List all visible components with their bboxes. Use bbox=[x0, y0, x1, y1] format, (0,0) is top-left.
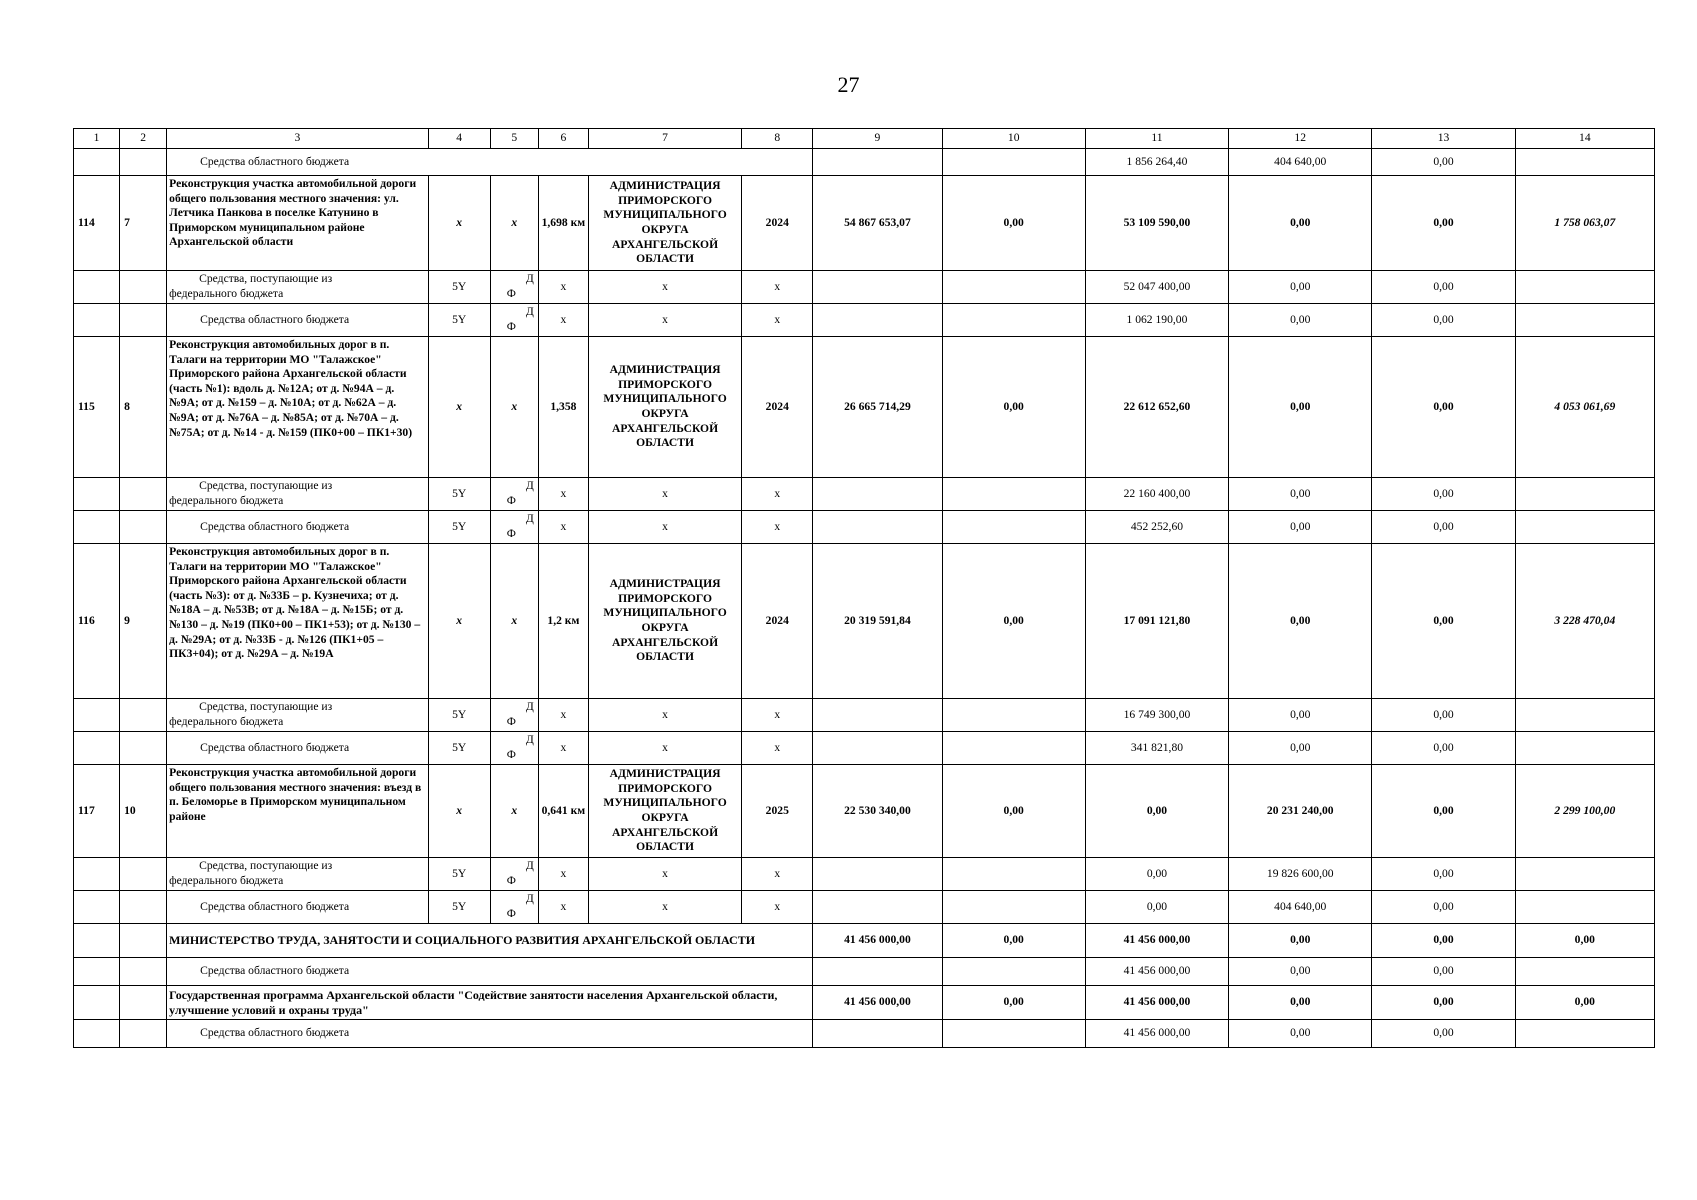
placeholder-cell: x bbox=[588, 511, 741, 544]
amount-cell: 0,00 bbox=[1372, 986, 1515, 1020]
item-number: 10 bbox=[120, 765, 167, 858]
empty-cell bbox=[120, 891, 167, 924]
year-cell: 2024 bbox=[742, 176, 813, 271]
column-header-10: 10 bbox=[942, 129, 1085, 149]
amount-cell: 0,00 bbox=[1372, 891, 1515, 924]
empty-cell bbox=[1515, 149, 1654, 176]
table-header-row bbox=[74, 129, 1655, 149]
fund-code-cell bbox=[490, 478, 538, 511]
project-name: Реконструкция автомобильных дорог в п. Талаги на территории МО "Талажское" Приморского района Архангельской области (часть №1): вдоль д. №12А; от д. №94А – д. №9А; от д. №159 – д. №10А; от д. №62А – д. №9А; от д. №76А – д. №85А; от д. №70А – д. №75А; от д. №14 - д. №159 (ПК0+00 – ПК1+30) bbox=[167, 337, 428, 478]
project-name: Реконструкция участка автомобильной дороги общего пользования местного значения: ул. Летчика Панкова в поселке Катунино в Приморском муниципальном районе Архангельской области bbox=[167, 176, 428, 271]
table-row bbox=[74, 958, 1655, 986]
fund-code-top: Д bbox=[525, 305, 534, 319]
fund-code-bottom: Ф bbox=[506, 494, 516, 507]
amount-cell: 0,00 bbox=[1372, 765, 1515, 858]
amount-cell: 0,00 bbox=[942, 544, 1085, 699]
fund-code-cell bbox=[490, 699, 538, 732]
amount-cell: 0,00 bbox=[1372, 304, 1515, 337]
empty-cell bbox=[74, 858, 120, 891]
empty-cell bbox=[74, 732, 120, 765]
placeholder-cell: x bbox=[588, 732, 741, 765]
placeholder-cell: x bbox=[538, 478, 588, 511]
placeholder-cell: x bbox=[538, 858, 588, 891]
placeholder-cell: x bbox=[742, 511, 813, 544]
remaining-cost-cell: 2 299 100,00 bbox=[1515, 765, 1654, 858]
empty-cell bbox=[813, 699, 942, 732]
amount-cell: 0,00 bbox=[1085, 765, 1228, 858]
code-cell: 5Y bbox=[428, 858, 490, 891]
fund-code-top: Д bbox=[525, 892, 534, 906]
empty-cell bbox=[942, 891, 1085, 924]
year-cell: 2024 bbox=[742, 544, 813, 699]
row-number: 114 bbox=[74, 176, 120, 271]
fund-code-cell bbox=[490, 732, 538, 765]
empty-cell bbox=[942, 271, 1085, 304]
amount-cell: 0,00 bbox=[1372, 176, 1515, 271]
empty-cell bbox=[74, 958, 120, 986]
amount-cell: 41 456 000,00 bbox=[1085, 986, 1228, 1020]
section-title: Государственная программа Архангельской области "Содействие занятости населения Архангельской области, улучшение условий и охраны труда" bbox=[167, 986, 813, 1020]
amount-cell: 0,00 bbox=[1229, 544, 1372, 699]
placeholder-cell: x bbox=[588, 478, 741, 511]
column-header-12: 12 bbox=[1229, 129, 1372, 149]
amount-cell: 0,00 bbox=[1372, 699, 1515, 732]
funding-source-label: Средства областного бюджета bbox=[167, 149, 813, 176]
funding-source-label: Средства, поступающие из федерального бюджета bbox=[167, 699, 428, 732]
empty-cell bbox=[942, 1020, 1085, 1048]
table-row bbox=[74, 511, 1655, 544]
placeholder-cell: x bbox=[588, 304, 741, 337]
table-row bbox=[74, 732, 1655, 765]
fund-code-top: Д bbox=[525, 700, 534, 714]
table-row bbox=[74, 149, 1655, 176]
placeholder-cell: x bbox=[742, 478, 813, 511]
capacity-cell: 1,2 км bbox=[538, 544, 588, 699]
table-row bbox=[74, 858, 1655, 891]
amount-cell: 0,00 bbox=[1372, 271, 1515, 304]
empty-cell bbox=[1515, 891, 1654, 924]
fund-code-bottom: Ф bbox=[506, 527, 516, 540]
empty-cell bbox=[942, 958, 1085, 986]
empty-cell bbox=[74, 924, 120, 958]
placeholder-cell: x bbox=[742, 858, 813, 891]
empty-cell bbox=[120, 958, 167, 986]
empty-cell bbox=[74, 699, 120, 732]
amount-cell: 41 456 000,00 bbox=[1085, 924, 1228, 958]
amount-cell: 0,00 bbox=[1229, 1020, 1372, 1048]
placeholder-cell: x bbox=[742, 891, 813, 924]
amount-cell: 0,00 bbox=[942, 176, 1085, 271]
empty-cell bbox=[942, 732, 1085, 765]
budget-table bbox=[73, 128, 1655, 1048]
fund-code-top: Д bbox=[525, 479, 534, 493]
amount-cell: 0,00 bbox=[1372, 858, 1515, 891]
section-title: МИНИСТЕРСТВО ТРУДА, ЗАНЯТОСТИ И СОЦИАЛЬНОГО РАЗВИТИЯ АРХАНГЕЛЬСКОЙ ОБЛАСТИ bbox=[167, 924, 813, 958]
amount-cell: 0,00 bbox=[1085, 858, 1228, 891]
empty-cell bbox=[813, 891, 942, 924]
amount-cell: 0,00 bbox=[1372, 478, 1515, 511]
amount-cell: 0,00 bbox=[1372, 732, 1515, 765]
empty-cell bbox=[1515, 958, 1654, 986]
table-row bbox=[74, 478, 1655, 511]
amount-cell: 52 047 400,00 bbox=[1085, 271, 1228, 304]
fund-code-cell bbox=[490, 858, 538, 891]
empty-cell bbox=[942, 478, 1085, 511]
empty-cell bbox=[120, 271, 167, 304]
amount-cell: 41 456 000,00 bbox=[1085, 958, 1228, 986]
placeholder-cell: x bbox=[742, 732, 813, 765]
funding-source-label: Средства областного бюджета bbox=[167, 304, 428, 337]
code-cell: x bbox=[428, 176, 490, 271]
amount-cell: 452 252,60 bbox=[1085, 511, 1228, 544]
table-row bbox=[74, 765, 1655, 858]
amount-cell: 404 640,00 bbox=[1229, 891, 1372, 924]
executor-cell: АДМИНИСТРАЦИЯ ПРИМОРСКОГО МУНИЦИПАЛЬНОГО ОКРУГА АРХАНГЕЛЬСКОЙ ОБЛАСТИ bbox=[588, 765, 741, 858]
code-cell: 5Y bbox=[428, 699, 490, 732]
amount-cell: 0,00 bbox=[1229, 478, 1372, 511]
funding-source-label: Средства, поступающие из федерального бюджета bbox=[167, 271, 428, 304]
empty-cell bbox=[1515, 478, 1654, 511]
amount-cell: 404 640,00 bbox=[1229, 149, 1372, 176]
column-header-11: 11 bbox=[1085, 129, 1228, 149]
empty-cell bbox=[74, 511, 120, 544]
placeholder-cell: x bbox=[538, 732, 588, 765]
empty-cell bbox=[74, 149, 120, 176]
table-row bbox=[74, 337, 1655, 478]
code-cell: x bbox=[428, 544, 490, 699]
column-header-14: 14 bbox=[1515, 129, 1654, 149]
fund-code-cell bbox=[490, 271, 538, 304]
column-header-1: 1 bbox=[74, 129, 120, 149]
amount-cell: 0,00 bbox=[1085, 891, 1228, 924]
amount-cell: 0,00 bbox=[1229, 986, 1372, 1020]
empty-cell bbox=[1515, 271, 1654, 304]
placeholder-cell: x bbox=[588, 858, 741, 891]
column-header-6: 6 bbox=[538, 129, 588, 149]
total-cost-cell: 41 456 000,00 bbox=[813, 924, 942, 958]
fund-code-bottom: Ф bbox=[506, 748, 516, 761]
code-cell: x bbox=[490, 544, 538, 699]
total-cost-cell: 22 530 340,00 bbox=[813, 765, 942, 858]
amount-cell: 19 826 600,00 bbox=[1229, 858, 1372, 891]
empty-cell bbox=[120, 149, 167, 176]
fund-code-top: Д bbox=[525, 733, 534, 747]
item-number: 7 bbox=[120, 176, 167, 271]
amount-cell: 0,00 bbox=[942, 337, 1085, 478]
code-cell: x bbox=[428, 765, 490, 858]
total-cost-cell: 41 456 000,00 bbox=[813, 986, 942, 1020]
table-row bbox=[74, 986, 1655, 1020]
empty-cell bbox=[942, 511, 1085, 544]
empty-cell bbox=[813, 149, 942, 176]
empty-cell bbox=[120, 924, 167, 958]
row-number: 117 bbox=[74, 765, 120, 858]
funding-source-label: Средства областного бюджета bbox=[167, 958, 813, 986]
item-number: 8 bbox=[120, 337, 167, 478]
code-cell: 5Y bbox=[428, 304, 490, 337]
amount-cell: 53 109 590,00 bbox=[1085, 176, 1228, 271]
column-header-13: 13 bbox=[1372, 129, 1515, 149]
placeholder-cell: x bbox=[538, 271, 588, 304]
amount-cell: 20 231 240,00 bbox=[1229, 765, 1372, 858]
fund-code-bottom: Ф bbox=[506, 287, 516, 300]
fund-code-top: Д bbox=[525, 272, 534, 286]
executor-cell: АДМИНИСТРАЦИЯ ПРИМОРСКОГО МУНИЦИПАЛЬНОГО ОКРУГА АРХАНГЕЛЬСКОЙ ОБЛАСТИ bbox=[588, 544, 741, 699]
amount-cell: 0,00 bbox=[1372, 337, 1515, 478]
column-header-3: 3 bbox=[167, 129, 428, 149]
placeholder-cell: x bbox=[588, 891, 741, 924]
table-row bbox=[74, 176, 1655, 271]
fund-code-top: Д bbox=[525, 859, 534, 873]
total-cost-cell: 54 867 653,07 bbox=[813, 176, 942, 271]
empty-cell bbox=[120, 732, 167, 765]
placeholder-cell: x bbox=[742, 271, 813, 304]
code-cell: 5Y bbox=[428, 732, 490, 765]
empty-cell bbox=[120, 986, 167, 1020]
table-row bbox=[74, 699, 1655, 732]
column-header-7: 7 bbox=[588, 129, 741, 149]
amount-cell: 0,00 bbox=[1372, 958, 1515, 986]
amount-cell: 0,00 bbox=[1229, 958, 1372, 986]
placeholder-cell: x bbox=[538, 304, 588, 337]
column-header-5: 5 bbox=[490, 129, 538, 149]
column-header-8: 8 bbox=[742, 129, 813, 149]
amount-cell: 0,00 bbox=[942, 924, 1085, 958]
item-number: 9 bbox=[120, 544, 167, 699]
column-header-4: 4 bbox=[428, 129, 490, 149]
empty-cell bbox=[74, 986, 120, 1020]
capacity-cell: 0,641 км bbox=[538, 765, 588, 858]
amount-cell: 17 091 121,80 bbox=[1085, 544, 1228, 699]
row-number: 116 bbox=[74, 544, 120, 699]
code-cell: x bbox=[490, 337, 538, 478]
table-row bbox=[74, 924, 1655, 958]
empty-cell bbox=[813, 858, 942, 891]
amount-cell: 0,00 bbox=[1229, 176, 1372, 271]
amount-cell: 0,00 bbox=[1229, 732, 1372, 765]
empty-cell bbox=[120, 699, 167, 732]
table-row bbox=[74, 1020, 1655, 1048]
total-cost-cell: 20 319 591,84 bbox=[813, 544, 942, 699]
fund-code-bottom: Ф bbox=[506, 874, 516, 887]
total-cost-cell: 26 665 714,29 bbox=[813, 337, 942, 478]
amount-cell: 0,00 bbox=[1372, 544, 1515, 699]
empty-cell bbox=[813, 958, 942, 986]
year-cell: 2025 bbox=[742, 765, 813, 858]
code-cell: 5Y bbox=[428, 271, 490, 304]
empty-cell bbox=[942, 149, 1085, 176]
capacity-cell: 1,698 км bbox=[538, 176, 588, 271]
empty-cell bbox=[813, 1020, 942, 1048]
empty-cell bbox=[120, 858, 167, 891]
executor-cell: АДМИНИСТРАЦИЯ ПРИМОРСКОГО МУНИЦИПАЛЬНОГО ОКРУГА АРХАНГЕЛЬСКОЙ ОБЛАСТИ bbox=[588, 176, 741, 271]
empty-cell bbox=[813, 511, 942, 544]
page-number: 27 bbox=[837, 72, 860, 97]
fund-code-top: Д bbox=[525, 512, 534, 526]
amount-cell: 22 612 652,60 bbox=[1085, 337, 1228, 478]
placeholder-cell: x bbox=[538, 511, 588, 544]
amount-cell: 0,00 bbox=[1229, 337, 1372, 478]
remaining-cost-cell: 1 758 063,07 bbox=[1515, 176, 1654, 271]
empty-cell bbox=[1515, 1020, 1654, 1048]
empty-cell bbox=[813, 732, 942, 765]
funding-source-label: Средства, поступающие из федерального бюджета bbox=[167, 478, 428, 511]
amount-cell: 0,00 bbox=[1229, 304, 1372, 337]
empty-cell bbox=[74, 891, 120, 924]
amount-cell: 0,00 bbox=[1229, 924, 1372, 958]
placeholder-cell: x bbox=[742, 699, 813, 732]
fund-code-bottom: Ф bbox=[506, 320, 516, 333]
column-header-9: 9 bbox=[813, 129, 942, 149]
amount-cell: 0,00 bbox=[1229, 271, 1372, 304]
placeholder-cell: x bbox=[588, 271, 741, 304]
empty-cell bbox=[813, 304, 942, 337]
amount-cell: 0,00 bbox=[1372, 924, 1515, 958]
project-name: Реконструкция автомобильных дорог в п. Талаги на территории МО "Талажское" Приморского района Архангельской области (часть №3): от д. №33Б – р. Кузнечиха; от д. №18А – д. №53В; от д. №18А – д. №15Б; от д. №130 – д. №19 (ПК0+00 – ПК1+53); от д. №130 – д. №29А; от д. №33Б - д. №126 (ПК1+05 – ПК3+04); от д. №29А – д. №19А bbox=[167, 544, 428, 699]
funding-source-label: Средства, поступающие из федерального бюджета bbox=[167, 858, 428, 891]
remaining-cost-cell: 3 228 470,04 bbox=[1515, 544, 1654, 699]
placeholder-cell: x bbox=[538, 699, 588, 732]
amount-cell: 0,00 bbox=[1372, 149, 1515, 176]
amount-cell: 1 062 190,00 bbox=[1085, 304, 1228, 337]
funding-source-label: Средства областного бюджета bbox=[167, 511, 428, 544]
empty-cell bbox=[813, 478, 942, 511]
amount-cell: 0,00 bbox=[1515, 986, 1654, 1020]
table-row bbox=[74, 271, 1655, 304]
empty-cell bbox=[1515, 732, 1654, 765]
table-row bbox=[74, 544, 1655, 699]
code-cell: 5Y bbox=[428, 511, 490, 544]
amount-cell: 0,00 bbox=[1229, 511, 1372, 544]
empty-cell bbox=[1515, 511, 1654, 544]
year-cell: 2024 bbox=[742, 337, 813, 478]
amount-cell: 341 821,80 bbox=[1085, 732, 1228, 765]
empty-cell bbox=[942, 858, 1085, 891]
placeholder-cell: x bbox=[588, 699, 741, 732]
empty-cell bbox=[74, 304, 120, 337]
empty-cell bbox=[74, 478, 120, 511]
fund-code-cell bbox=[490, 304, 538, 337]
empty-cell bbox=[1515, 304, 1654, 337]
executor-cell: АДМИНИСТРАЦИЯ ПРИМОРСКОГО МУНИЦИПАЛЬНОГО ОКРУГА АРХАНГЕЛЬСКОЙ ОБЛАСТИ bbox=[588, 337, 741, 478]
remaining-cost-cell: 4 053 061,69 bbox=[1515, 337, 1654, 478]
empty-cell bbox=[813, 271, 942, 304]
empty-cell bbox=[942, 699, 1085, 732]
amount-cell: 0,00 bbox=[1372, 1020, 1515, 1048]
table-row bbox=[74, 891, 1655, 924]
fund-code-cell bbox=[490, 891, 538, 924]
empty-cell bbox=[120, 304, 167, 337]
empty-cell bbox=[120, 478, 167, 511]
fund-code-cell bbox=[490, 511, 538, 544]
amount-cell: 0,00 bbox=[942, 765, 1085, 858]
placeholder-cell: x bbox=[538, 891, 588, 924]
amount-cell: 22 160 400,00 bbox=[1085, 478, 1228, 511]
amount-cell: 16 749 300,00 bbox=[1085, 699, 1228, 732]
empty-cell bbox=[1515, 858, 1654, 891]
fund-code-bottom: Ф bbox=[506, 715, 516, 728]
amount-cell: 0,00 bbox=[1515, 924, 1654, 958]
code-cell: 5Y bbox=[428, 891, 490, 924]
empty-cell bbox=[120, 511, 167, 544]
project-name: Реконструкция участка автомобильной дороги общего пользования местного значения: въезд в п. Беломорье в Приморском муниципальном районе bbox=[167, 765, 428, 858]
funding-source-label: Средства областного бюджета bbox=[167, 1020, 813, 1048]
capacity-cell: 1,358 bbox=[538, 337, 588, 478]
amount-cell: 0,00 bbox=[1229, 699, 1372, 732]
row-number: 115 bbox=[74, 337, 120, 478]
column-header-2: 2 bbox=[120, 129, 167, 149]
funding-source-label: Средства областного бюджета bbox=[167, 732, 428, 765]
empty-cell bbox=[74, 271, 120, 304]
amount-cell: 1 856 264,40 bbox=[1085, 149, 1228, 176]
placeholder-cell: x bbox=[742, 304, 813, 337]
code-cell: x bbox=[428, 337, 490, 478]
table-row bbox=[74, 304, 1655, 337]
empty-cell bbox=[120, 1020, 167, 1048]
fund-code-bottom: Ф bbox=[506, 907, 516, 920]
amount-cell: 41 456 000,00 bbox=[1085, 1020, 1228, 1048]
empty-cell bbox=[74, 1020, 120, 1048]
code-cell: x bbox=[490, 765, 538, 858]
funding-source-label: Средства областного бюджета bbox=[167, 891, 428, 924]
code-cell: 5Y bbox=[428, 478, 490, 511]
amount-cell: 0,00 bbox=[942, 986, 1085, 1020]
empty-cell bbox=[1515, 699, 1654, 732]
code-cell: x bbox=[490, 176, 538, 271]
amount-cell: 0,00 bbox=[1372, 511, 1515, 544]
empty-cell bbox=[942, 304, 1085, 337]
